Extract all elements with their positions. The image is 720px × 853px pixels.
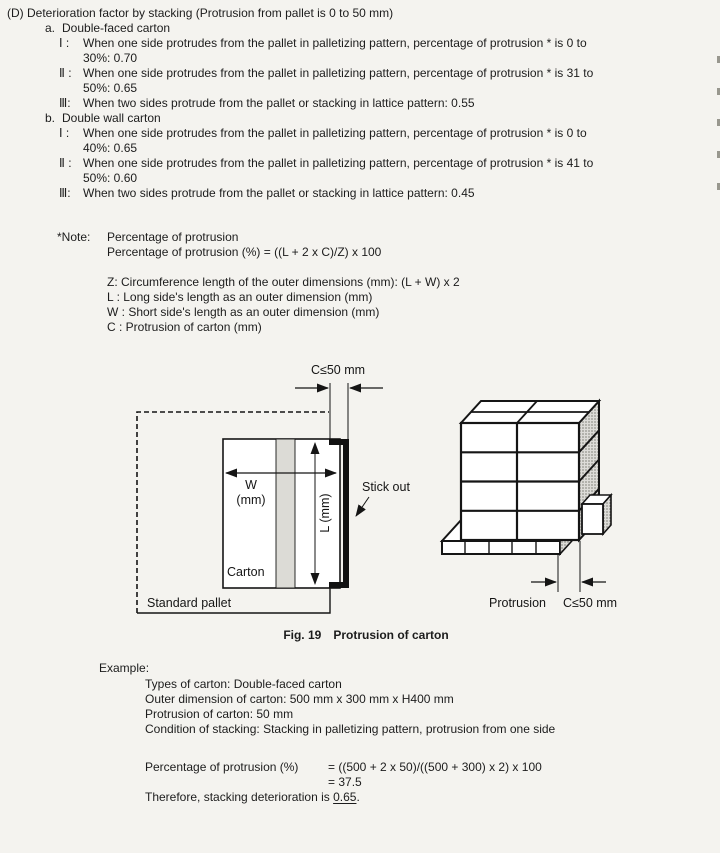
protrusion-c-dim-label: C≤50 mm — [563, 596, 618, 610]
pallet-top-view-diagram — [137, 363, 410, 613]
item-a-marker: a. — [45, 21, 56, 35]
note-label: *Note: — [57, 230, 91, 244]
example-calc-label: Percentage of protrusion (%) — [145, 760, 299, 774]
protrusion-label: Protrusion — [489, 596, 546, 610]
pallet-stack-isometric-diagram — [442, 401, 617, 610]
example-outer-dimension: Outer dimension of carton: 500 mm x 300 mm x H400 mm — [145, 692, 454, 706]
carton-gray-stripe — [276, 439, 295, 588]
roman-numeral: Ⅲ: — [59, 186, 71, 200]
item-b-marker: b. — [45, 111, 56, 125]
example-label: Example: — [99, 661, 150, 675]
item-b-i-cont: 40%: 0.65 — [83, 141, 138, 155]
example-conclusion: Therefore, stacking deterioration is 0.65. — [145, 790, 360, 804]
standard-pallet-label: Standard pallet — [147, 596, 232, 610]
c-dimension-label: C≤50 mm — [310, 363, 366, 377]
pallet-front-face — [442, 541, 560, 554]
note-formula: Percentage of protrusion (%) = ((L + 2 x C)/Z) x 100 — [107, 245, 382, 259]
note-def-w: W : Short side's length as an outer dimension (mm) — [107, 305, 380, 319]
item-b-ii: Ⅱ : When one side protrudes from the pallet in palletizing pattern, percentage of protrusion * is 41 to — [59, 156, 594, 170]
roman-numeral: Ⅰ : — [59, 126, 70, 140]
item-b-iii: Ⅲ: When two sides protrude from the pallet or stacking in lattice pattern: 0.45 — [59, 186, 475, 200]
item-a-ii-cont: 50%: 0.65 — [83, 81, 138, 95]
note-def-c: C : Protrusion of carton (mm) — [107, 320, 262, 334]
item-a-ii: Ⅱ : When one side protrudes from the pallet in palletizing pattern, percentage of protrusion * is 31 to — [59, 66, 594, 80]
stick-out-label: Stick out — [362, 480, 410, 494]
item-a-i-cont: 30%: 0.70 — [83, 51, 138, 65]
stick-out-arrow — [356, 497, 369, 516]
item-b-i: Ⅰ : When one side protrudes from the pallet in palletizing pattern, percentage of protrusion * is 0 to — [59, 126, 587, 140]
section-d-heading: (D) Deterioration factor by stacking (Protrusion from pallet is 0 to 50 mm) — [7, 6, 394, 20]
note-line-1: *Note: Percentage of protrusion — [57, 230, 239, 244]
note-def-l: L : Long side's length as an outer dimension (mm) — [107, 290, 373, 304]
item-b-ii-cont: 50%: 0.60 — [83, 171, 138, 185]
carton-label: Carton — [227, 565, 265, 579]
example-calc-line-2: = 37.5 — [328, 775, 362, 789]
example-calc-line-1: Percentage of protrusion (%) = ((500 + 2 x 50)/((500 + 300) x 2) x 100 — [145, 760, 542, 774]
protruding-carton-front — [582, 504, 603, 534]
example-types: Types of carton: Double-faced carton — [145, 677, 342, 691]
figure-19 — [0, 355, 720, 620]
w-dimension-unit: (mm) — [236, 493, 266, 507]
item-a-iii: Ⅲ: When two sides protrude from the pallet or stacking in lattice pattern: 0.55 — [59, 96, 475, 110]
item-b-title: b. Double wall carton — [45, 111, 161, 125]
note-def-z: Z: Circumference length of the outer dimensions (mm): (L + W) x 2 — [107, 275, 460, 289]
figure-caption-number: Fig. 19 — [283, 628, 322, 642]
roman-numeral: Ⅱ : — [59, 156, 72, 170]
figure-caption — [12, 628, 720, 642]
example-protrusion: Protrusion of carton: 50 mm — [145, 707, 294, 721]
l-dimension-label: L (mm) — [318, 493, 332, 533]
figure-canvas — [0, 355, 720, 620]
roman-numeral: Ⅲ: — [59, 96, 71, 110]
item-a-title: a. Double-faced carton — [45, 21, 171, 35]
deterioration-value: 0.65 — [333, 790, 357, 804]
roman-numeral: Ⅰ : — [59, 36, 70, 50]
item-a-i: Ⅰ : When one side protrudes from the pallet in palletizing pattern, percentage of protrusion * is 0 to — [59, 36, 587, 50]
w-dimension-label: W — [245, 478, 257, 492]
example-condition: Condition of stacking: Stacking in palletizing pattern, protrusion from one side — [145, 722, 556, 736]
figure-caption-title: Protrusion of carton — [333, 628, 449, 642]
roman-numeral: Ⅱ : — [59, 66, 72, 80]
